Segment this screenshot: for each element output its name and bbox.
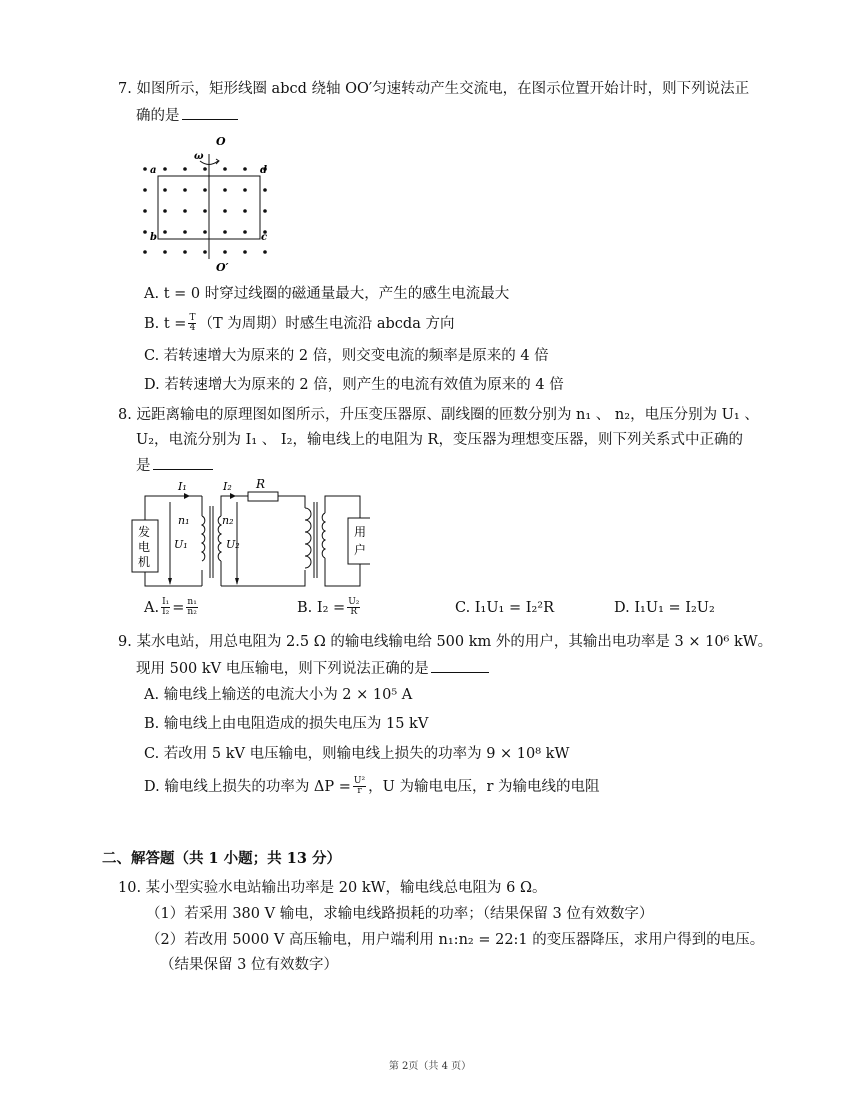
label-R: R — [256, 478, 266, 491]
q8-stem-line3: 是 — [136, 457, 213, 475]
q7-coil-figure — [130, 132, 290, 274]
I2-arrow — [230, 493, 236, 499]
user-char-2: 户 — [354, 543, 367, 557]
label-I2: I₂ — [223, 480, 232, 493]
q7-stem-line2: 确的是 — [136, 107, 238, 125]
I1-arrow — [184, 493, 190, 499]
q9-stem-line1: 9. 某水电站，用总电阻为 2.5 Ω 的输电线输电给 500 km 外的用户，其输出电功率是 3 × 10⁶ kW。 — [118, 634, 773, 650]
q10-stem: 10. 某小型实验水电站输出功率是 20 kW，输电线总电阻为 6 Ω。 — [118, 880, 547, 896]
generator-char-2: 电 — [138, 540, 151, 554]
page-footer: 第 2页（共 4 页） — [388, 1061, 472, 1072]
q7-option-b: B. t = $\frac{T}{4}$ （T 为周期）时感生电流沿 abcda 方向 — [144, 313, 455, 334]
magnetic-field-dots — [143, 167, 267, 254]
q9-option-c: C. 若改用 5 kV 电压输电，则输电线上损失的功率为 9 × 10⁸ kW — [144, 746, 570, 762]
q9-option-d: D. 输电线上损失的功率为 ΔP = $\frac{\text{U²}}{r}$ ，U 为输电电压，r 为输电线的电阻 — [144, 776, 600, 797]
q7-option-d: D. 若转速增大为原来的 2 倍，则产生的电流有效值为原来的 4 倍 — [144, 377, 564, 393]
label-O: O — [216, 135, 226, 148]
answer-blank — [431, 660, 489, 673]
label-omega: ω — [194, 151, 204, 162]
secondary-coil-1 — [218, 516, 221, 561]
label-I1: I₁ — [178, 480, 187, 493]
q8-stem-line2: U₂，电流分别为 I₁ 、 I₂，输电线上的电阻为 R，变压器为理想变压器，则下列关系式中正确的 — [136, 432, 743, 448]
label-c: c — [261, 232, 268, 243]
label-b: b — [150, 232, 157, 243]
q8-option-c: C. I₁U₁ = I₂²R — [455, 600, 555, 616]
q9-stem-line2: 现用 500 kV 电压输电，则下列说法正确的是 — [136, 660, 489, 678]
secondary-coil-2 — [322, 513, 325, 558]
q7-option-c: C. 若转速增大为原来的 2 倍，则交变电流的频率是原来的 4 倍 — [144, 348, 549, 364]
resistor-R — [248, 492, 278, 501]
q8-transmission-circuit — [130, 478, 370, 598]
label-O-prime: O′ — [216, 261, 229, 274]
answer-blank — [153, 457, 213, 470]
label-U1: U₁ — [174, 538, 188, 551]
q10-part-2-note: （结果保留 3 位有效数字） — [160, 957, 338, 973]
q9-option-a: A. 输电线上输送的电流大小为 2 × 10⁵ A — [144, 687, 413, 703]
q8-option-a: A. $\frac{\text{I₁}}{\text{I₂}}$ = $\frac{\text{n₁}}{\text{n₂}}$ — [144, 597, 197, 618]
q8-option-d: D. I₁U₁ = I₂U₂ — [614, 600, 715, 616]
q8-stem-line1: 8. 远距离输电的原理图如图所示，升压变压器原、副线圈的匝数分别为 n₁ 、 n₂，电压分别为 U₁ 、 — [118, 407, 759, 423]
label-a: a — [150, 165, 157, 176]
q9-option-b: B. 输电线上由电阻造成的损失电压为 15 kV — [144, 716, 429, 732]
generator-char-1: 发 — [138, 525, 151, 539]
primary-coil-2 — [305, 508, 311, 568]
section-2-title: 二、解答题（共 1 小题；共 13 分） — [102, 850, 341, 867]
q10-part-2: （2）若改用 5000 V 高压输电，用户端利用 n₁:n₂ = 22:1 的变压器降压，求用户得到的电压。 — [146, 932, 765, 948]
generator-char-3: 机 — [138, 555, 151, 569]
label-n2: n₂ — [222, 514, 234, 527]
q8-option-b: B. I₂ = $\frac{\text{U₂}}{R}$ — [297, 597, 360, 618]
label-n1: n₁ — [178, 514, 190, 527]
label-d: d — [260, 165, 267, 176]
q7-stem-line1: 7. 如图所示，矩形线圈 abcd 绕轴 OO′匀速转动产生交流电，在图示位置开始计时，则下列说法正 — [118, 81, 750, 97]
answer-blank — [182, 107, 238, 120]
user-char-1: 用 — [354, 525, 367, 539]
primary-coil-1 — [202, 516, 205, 561]
q7-option-a: A. t = 0 时穿过线圈的磁通量最大，产生的感生电流最大 — [144, 286, 510, 302]
label-U2: U₂ — [226, 538, 240, 551]
q10-part-1: （1）若采用 380 V 输电，求输电线路损耗的功率；（结果保留 3 位有效数字） — [146, 906, 654, 922]
